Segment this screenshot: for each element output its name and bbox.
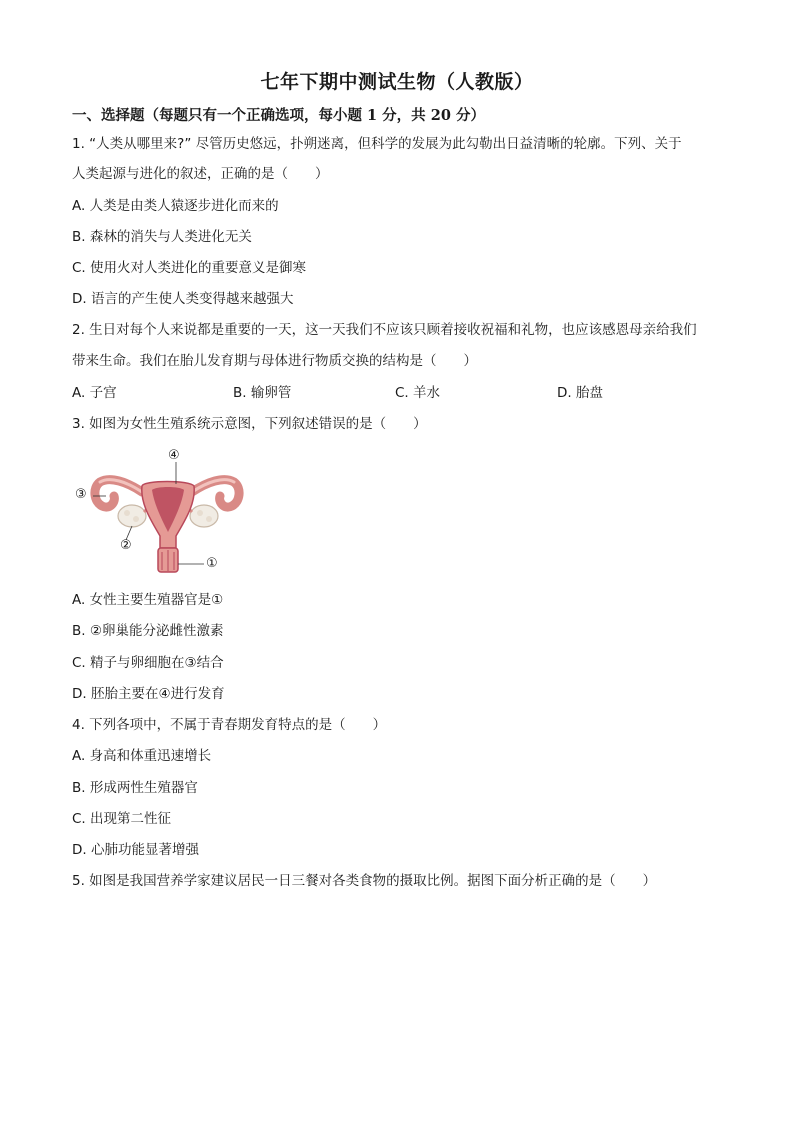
q1-stem-line1: 1. “人类从哪里来?” 尽管历史悠远，扑朔迷离，但科学的发展为此勾勒出日益清晰的轮廓。下列、关于 <box>72 136 682 152</box>
q3-option-c: C. 精子与卵细胞在③结合 <box>72 655 224 671</box>
left-ovary <box>118 505 146 527</box>
q1-stem-line2: 人类起源与进化的叙述，正确的是（ ） <box>72 166 329 182</box>
q2-option-a: A. 子宫 <box>72 385 117 401</box>
page-title: 七年下期中测试生物（人教版） <box>260 71 534 93</box>
q4-option-d: D. 心肺功能显著增强 <box>72 842 199 858</box>
q3-option-d: D. 胚胎主要在④进行发育 <box>72 686 225 702</box>
q3-option-b: B. ②卵巢能分泌雌性激素 <box>72 623 224 639</box>
right-fallopian-tube <box>192 480 239 507</box>
q1-option-a: A. 人类是由类人猿逐步进化而来的 <box>72 198 279 214</box>
q4-stem: 4. 下列各项中，不属于青春期发育特点的是（ ） <box>72 717 387 733</box>
q2-option-d: D. 胎盘 <box>557 385 603 401</box>
q5-stem: 5. 如图是我国营养学家建议居民一日三餐对各类食物的摄取比例。据图下面分析正确的是（ ） <box>72 873 657 889</box>
q3-stem: 3. 如图为女性生殖系统示意图，下列叙述错误的是（ ） <box>72 416 427 432</box>
label-1: ① <box>206 556 218 571</box>
q2-stem-line2: 带来生命。我们在胎儿发育期与母体进行物质交换的结构是（ ） <box>72 353 477 369</box>
female-reproductive-system-diagram <box>72 444 262 578</box>
label-3: ③ <box>75 487 87 502</box>
section-heading: 一、选择题（每题只有一个正确选项，每小题 1 分，共 20 分） <box>72 107 485 124</box>
label-2: ② <box>120 538 132 553</box>
q2-option-c: C. 羊水 <box>395 385 441 401</box>
q2-stem-line1: 2. 生日对每个人来说都是重要的一天，这一天我们不应该只顾着接收祝福和礼物，也应该感恩母亲给我们 <box>72 322 697 338</box>
left-fallopian-tube <box>95 480 142 507</box>
q4-option-a: A. 身高和体重迅速增长 <box>72 748 212 764</box>
q3-option-a: A. 女性主要生殖器官是① <box>72 592 224 608</box>
right-ovary <box>190 505 218 527</box>
q1-option-c: C. 使用火对人类进化的重要意义是御寒 <box>72 260 307 276</box>
label-4: ④ <box>168 448 180 463</box>
q4-option-b: B. 形成两性生殖器官 <box>72 780 198 796</box>
q1-option-b: B. 森林的消失与人类进化无关 <box>72 229 252 245</box>
q2-option-b: B. 输卵管 <box>233 385 292 401</box>
q4-option-c: C. 出现第二性征 <box>72 811 172 827</box>
q1-option-d: D. 语言的产生使人类变得越来越强大 <box>72 291 294 307</box>
